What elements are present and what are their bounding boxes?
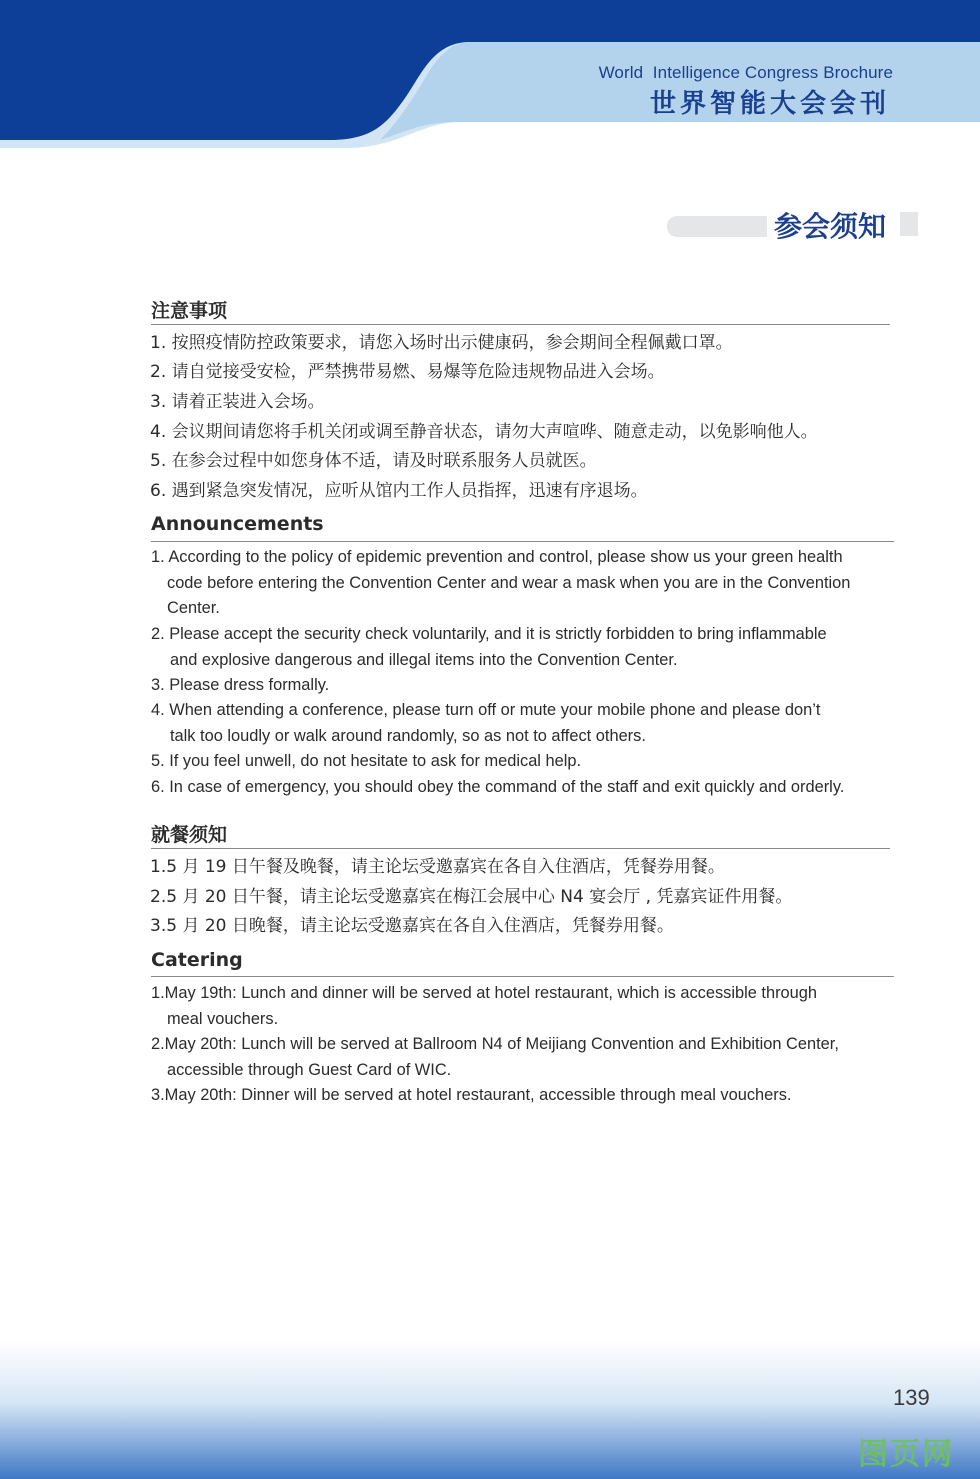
list-item: 3. 请着正装进入会场。 [150,392,325,412]
title-decor-right [900,212,918,236]
list-item-line: talk too loudly or walk around randomly, so as not to affect others. [170,726,646,745]
list-item [151,622,899,673]
list-item [151,775,899,801]
divider [151,976,894,977]
divider [151,541,894,542]
page-number: 139 [893,1385,930,1410]
section-title: 参会须知 [774,210,887,243]
list-item: 4. 会议期间请您将手机关闭或调至静音状态，请勿大声喧哗、随意走动，以免影响他人。 [150,422,818,442]
list-item-line: code before entering the Convention Center and wear a mask when you are in the Convention [167,573,851,592]
list-item: 2. 请自觉接受安检，严禁携带易燃、易爆等危险违规物品进入会场。 [150,362,665,382]
list-item [151,749,899,775]
list-item-line: 1.May 19th: Lunch and dinner will be served at hotel restaurant, which is accessible through [151,984,818,1002]
list-item-line: 4. When attending a conference, please turn off or mute your mobile phone and please don’t [151,701,821,719]
list-item-line: 1. According to the policy of epidemic prevention and control, please show us your green health [151,548,843,566]
list-item-line: accessible through Guest Card of WIC. [167,1060,452,1079]
list-item: 5. 在参会过程中如您身体不适，请及时联系服务人员就医。 [150,451,597,471]
list-item: 1. 按照疫情防控政策要求，请您入场时出示健康码，参会期间全程佩戴口罩。 [150,333,733,353]
divider [151,324,890,325]
list-item-line: and explosive dangerous and illegal items into the Convention Center. [170,650,678,669]
list-item [151,981,899,1032]
list-item: 6. 遇到紧急突发情况，应听从馆内工作人员指挥，迅速有序退场。 [150,481,648,501]
catering-cn-heading: 就餐须知 [151,824,228,846]
list-item-line: 3.May 20th: Dinner will be served at hotel restaurant, accessible through meal vouchers. [151,1086,792,1104]
list-item-line: meal vouchers. [167,1009,279,1028]
list-item-line: 3. Please dress formally. [151,676,330,694]
list-item: 3.5 月 20 日晚餐，请主论坛受邀嘉宾在各自入住酒店，凭餐券用餐。 [150,916,674,936]
list-item [151,1032,899,1083]
list-item: 1.5 月 19 日午餐及晚餐，请主论坛受邀嘉宾在各自入住酒店，凭餐券用餐。 [150,857,725,877]
list-item [151,545,899,622]
list-item [151,673,899,699]
list-item-line: 2. Please accept the security check voluntarily, and it is strictly forbidden to bring inflammable [151,625,827,643]
list-item: 2.5 月 20 日午餐，请主论坛受邀嘉宾在梅江会展中心 N4 宴会厅 , 凭嘉宾证件用餐。 [150,887,793,907]
list-item-line: 6. In case of emergency, you should obey the command of the staff and exit quickly and orderly. [151,778,845,796]
list-item [151,1083,899,1109]
list-item [151,698,899,749]
notes-en-heading: Announcements [151,513,324,535]
title-decor-left [667,216,767,237]
list-item-line: 2.May 20th: Lunch will be served at Ballroom N4 of Meijiang Convention and Exhibition Center, [151,1035,839,1053]
watermark-logo: 图页网 [858,1437,954,1472]
brochure-title-en: World Intelligence Congress Brochure [598,63,893,82]
brochure-title-cn: 世界智能大会会刊 [649,89,890,119]
catering-en-heading: Catering [151,949,243,971]
notes-cn-heading: 注意事项 [151,300,228,322]
list-item-line: Center. [167,599,220,617]
divider [151,848,890,849]
list-item-line: 5. If you feel unwell, do not hesitate to ask for medical help. [151,752,582,770]
footer-gradient [0,1340,980,1479]
